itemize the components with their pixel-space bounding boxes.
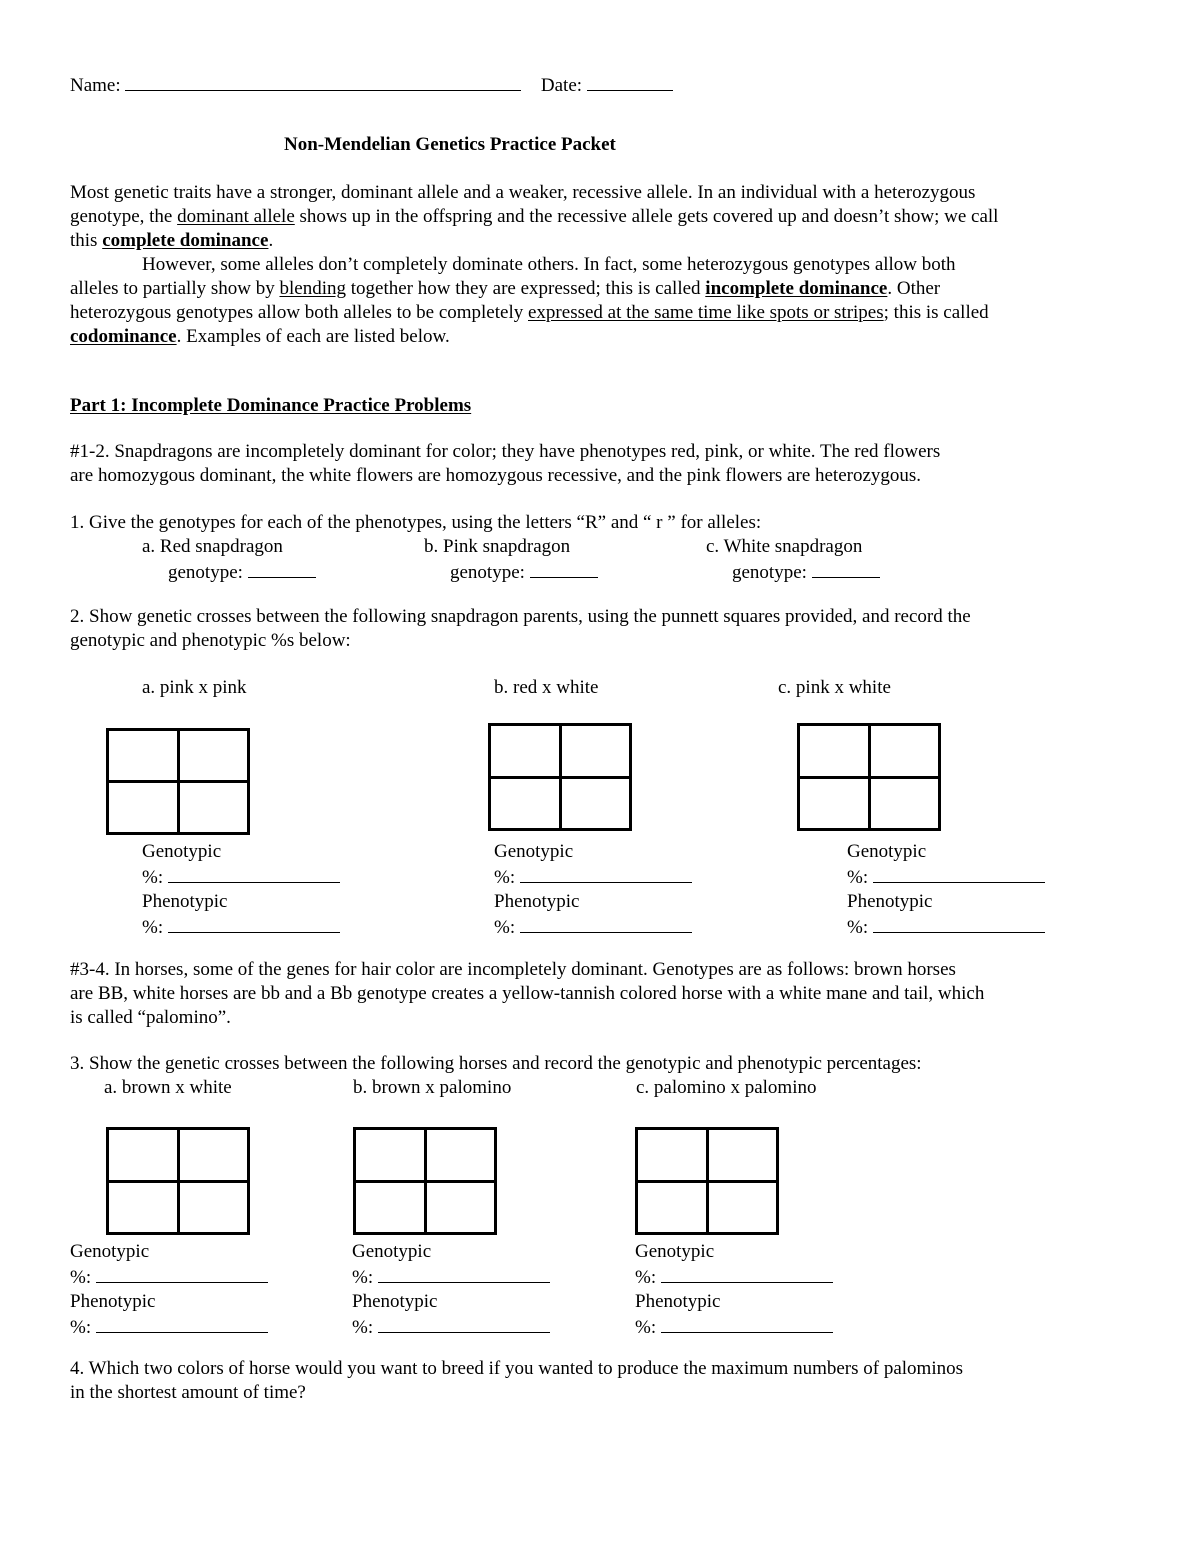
term-codominance: codominance bbox=[70, 326, 177, 347]
term-complete-dominance: complete dominance bbox=[102, 230, 269, 251]
question-3: 3. Show the genetic crosses between the following horses and record the genotypic and phenotypic percentages: bbox=[70, 1053, 922, 1074]
q2-results-b: Genotypic %: Phenotypic %: bbox=[494, 840, 692, 940]
genotype-input[interactable] bbox=[530, 559, 598, 578]
date-field[interactable] bbox=[587, 72, 673, 91]
q1-option-a: a. Red snapdragon genotype: bbox=[142, 535, 316, 585]
genotype-input[interactable] bbox=[812, 559, 880, 578]
intro-line: However, some alleles don’t completely dominate others. In fact, some heterozygous genotypes allow both bbox=[142, 254, 956, 275]
question-1: 1. Give the genotypes for each of the phenotypes, using the letters “R” and “ r ” for alleles: bbox=[70, 512, 762, 533]
q3-results-a: Genotypic %: Phenotypic %: bbox=[70, 1240, 268, 1340]
phenotypic-percent-input[interactable] bbox=[378, 1314, 550, 1333]
intro-line: codominance. Examples of each are listed below. bbox=[70, 326, 450, 347]
phenotypic-percent-input[interactable] bbox=[168, 914, 340, 933]
genotypic-percent-input[interactable] bbox=[168, 864, 340, 883]
intro-line: Most genetic traits have a stronger, dominant allele and a weaker, recessive allele. In an individual with a heterozygous bbox=[70, 182, 976, 203]
intro-line: heterozygous genotypes allow both alleles to be completely expressed at the same time like spots or stripes; this is called bbox=[70, 302, 989, 323]
genotype-input[interactable] bbox=[248, 559, 316, 578]
name-field[interactable] bbox=[125, 72, 521, 91]
punnett-square[interactable] bbox=[106, 1127, 250, 1235]
page-title: Non-Mendelian Genetics Practice Packet bbox=[284, 134, 616, 155]
punnett-square[interactable] bbox=[797, 723, 941, 831]
question-4: 4. Which two colors of horse would you want to breed if you wanted to produce the maximum numbers of palominos in the shortest amount of time? bbox=[70, 1358, 963, 1403]
question-2: 2. Show genetic crosses between the following snapdragon parents, using the punnett squares provided, and record the genotypic and phenotypic %s below: bbox=[70, 606, 971, 651]
term-incomplete-dominance: incomplete dominance bbox=[705, 278, 888, 299]
name-line bbox=[70, 72, 673, 98]
intro-paragraph bbox=[70, 181, 1140, 349]
question-1-2-intro: #1-2. Snapdragons are incompletely dominant for color; they have phenotypes red, pink, or white. The red flowers are homozygous dominant, the white flowers are homozygous recessive, and the pink flowers are heterozygous. bbox=[70, 441, 941, 486]
phenotypic-percent-input[interactable] bbox=[873, 914, 1045, 933]
part1-heading: Part 1: Incomplete Dominance Practice Problems bbox=[70, 395, 472, 416]
q3-cross-a-label: a. brown x white bbox=[104, 1077, 232, 1098]
q3-cross-c-label: c. palomino x palomino bbox=[636, 1077, 817, 1098]
punnett-square[interactable] bbox=[106, 728, 250, 835]
q3-results-b: Genotypic %: Phenotypic %: bbox=[352, 1240, 550, 1340]
intro-line: this complete dominance. bbox=[70, 230, 274, 251]
phenotypic-percent-input[interactable] bbox=[96, 1314, 268, 1333]
genotypic-percent-input[interactable] bbox=[873, 864, 1045, 883]
q2-cross-b-label: b. red x white bbox=[494, 677, 599, 698]
q3-cross-b-label: b. brown x palomino bbox=[353, 1077, 512, 1098]
punnett-square[interactable] bbox=[353, 1127, 497, 1235]
date-label: Date: bbox=[540, 75, 583, 96]
genotypic-percent-input[interactable] bbox=[661, 1264, 833, 1283]
phenotypic-percent-input[interactable] bbox=[661, 1314, 833, 1333]
phenotypic-percent-input[interactable] bbox=[520, 914, 692, 933]
q1-option-c: c. White snapdragon genotype: bbox=[706, 535, 880, 585]
q2-results-c: Genotypic %: Phenotypic %: bbox=[847, 840, 1045, 940]
question-3-4-intro: #3-4. In horses, some of the genes for hair color are incompletely dominant. Genotypes are as follows: brown horses are BB, white horses are bb and a Bb genotype creates a yellow-tannish colored horse with a white mane and tail, which is called “palomino”. bbox=[70, 959, 985, 1028]
genotypic-percent-input[interactable] bbox=[96, 1264, 268, 1283]
punnett-square[interactable] bbox=[635, 1127, 779, 1235]
q1-option-b: b. Pink snapdragon genotype: bbox=[424, 535, 598, 585]
genotypic-percent-input[interactable] bbox=[520, 864, 692, 883]
intro-line: genotype, the dominant allele shows up in the offspring and the recessive allele gets covered up and doesn’t show; we call bbox=[70, 206, 999, 227]
name-label: Name: bbox=[70, 75, 121, 96]
genotypic-percent-input[interactable] bbox=[378, 1264, 550, 1283]
q3-results-c: Genotypic %: Phenotypic %: bbox=[635, 1240, 833, 1340]
punnett-square[interactable] bbox=[488, 723, 632, 831]
q2-cross-c-label: c. pink x white bbox=[778, 677, 891, 698]
q2-cross-a-label: a. pink x pink bbox=[142, 677, 247, 698]
q2-results-a: Genotypic %: Phenotypic %: bbox=[142, 840, 340, 940]
intro-line: alleles to partially show by blending together how they are expressed; this is called incomplete dominance. Other bbox=[70, 278, 941, 299]
